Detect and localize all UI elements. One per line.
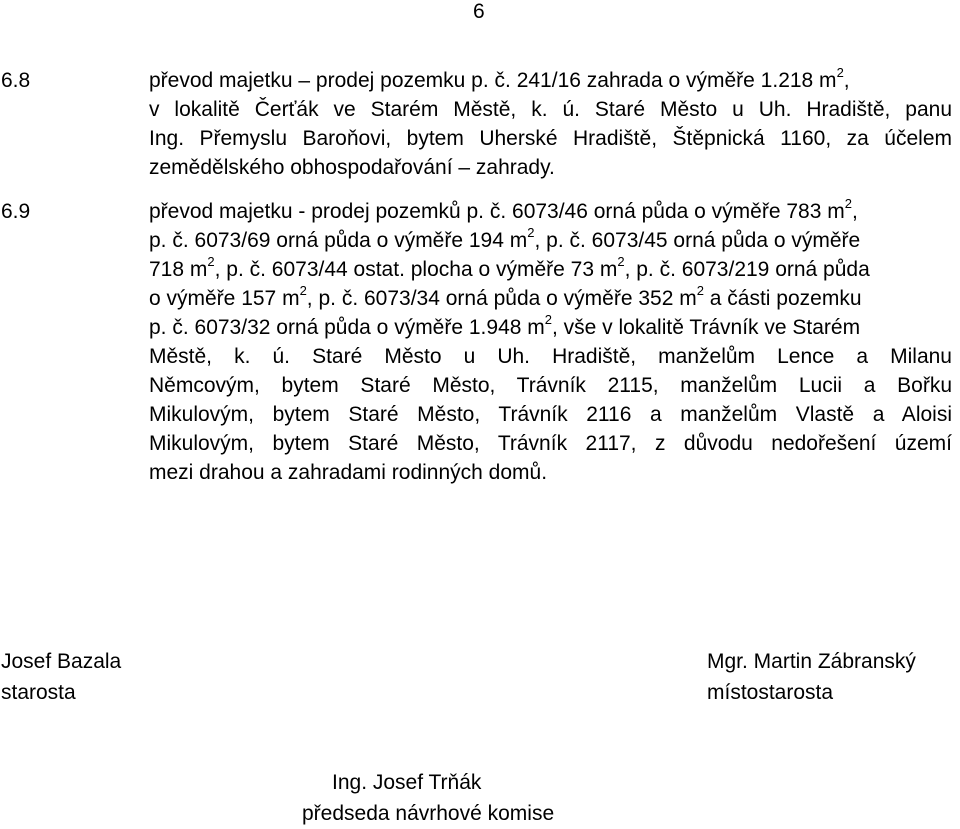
item-line: o výměře 157 $m^2$, p. č. 6073/34 orná půda o výměře 352 $m^2$ a části pozemku — [149, 283, 862, 310]
signature-role: starosta — [1, 681, 76, 704]
item-text — [149, 66, 952, 182]
item-line: Mikulovým, bytem Staré Město, Trávník 2116 a manželům Vlastě a Aloisi — [149, 403, 952, 426]
signature-name: Josef Bazala — [1, 650, 122, 673]
item-line: p. č. 6073/69 orná půda o výměře 194 $m^2$, p. č. 6073/45 orná půda o výměře — [149, 225, 861, 252]
item-line: Mikulovým, bytem Staré Město, Trávník 2117, z důvodu nedořešení území — [149, 432, 952, 455]
item-line: p. č. 6073/32 orná půda o výměře 1.948 $m^2$, vše v lokalitě Trávník ve Starém — [149, 312, 861, 339]
signature-role: předseda návrhové komise — [302, 802, 555, 825]
item-line: převod majetku – prodej pozemku p. č. 241/16 zahrada o výměře 1.218 $m^2$, — [149, 65, 850, 92]
item-line: mezi drahou a zahradami rodinných domů. — [149, 461, 548, 484]
item-line: převod majetku - prodej pozemků p. č. 6073/46 orná půda o výměře 783 $m^2$, — [149, 196, 858, 223]
item-number: 6.9 — [1, 200, 31, 223]
signature-role: místostarosta — [707, 681, 834, 704]
item-line: Němcovým, bytem Staré Město, Trávník 2115, manželům Lucii a Bořku — [149, 374, 952, 397]
signature-bottom — [302, 767, 554, 829]
item-line: 718 $m^2$, p. č. 6073/44 ostat. plocha o výměře 73 $m^2$, p. č. 6073/219 orná půda — [149, 254, 870, 281]
item-number: 6.8 — [1, 69, 31, 92]
item-line: v lokalitě Čerťák ve Starém Městě, k. ú. Staré Město u Uh. Hradiště, panu — [149, 98, 952, 121]
item-line: zemědělského obhospodařování – zahrady. — [149, 156, 555, 179]
item-line: Ing. Přemyslu Baroňovi, bytem Uherské Hradiště, Štěpnická 1160, za účelem — [149, 127, 952, 150]
item-text — [149, 197, 952, 487]
signature-left — [1, 646, 121, 708]
page-number: 6 — [473, 0, 485, 23]
signature-name: Ing. Josef Trňák — [332, 771, 482, 794]
signature-right — [707, 646, 916, 708]
item-line: Městě, k. ú. Staré Město u Uh. Hradiště, manželům Lence a Milanu — [149, 345, 952, 368]
signature-name: Mgr. Martin Zábranský — [707, 650, 916, 673]
